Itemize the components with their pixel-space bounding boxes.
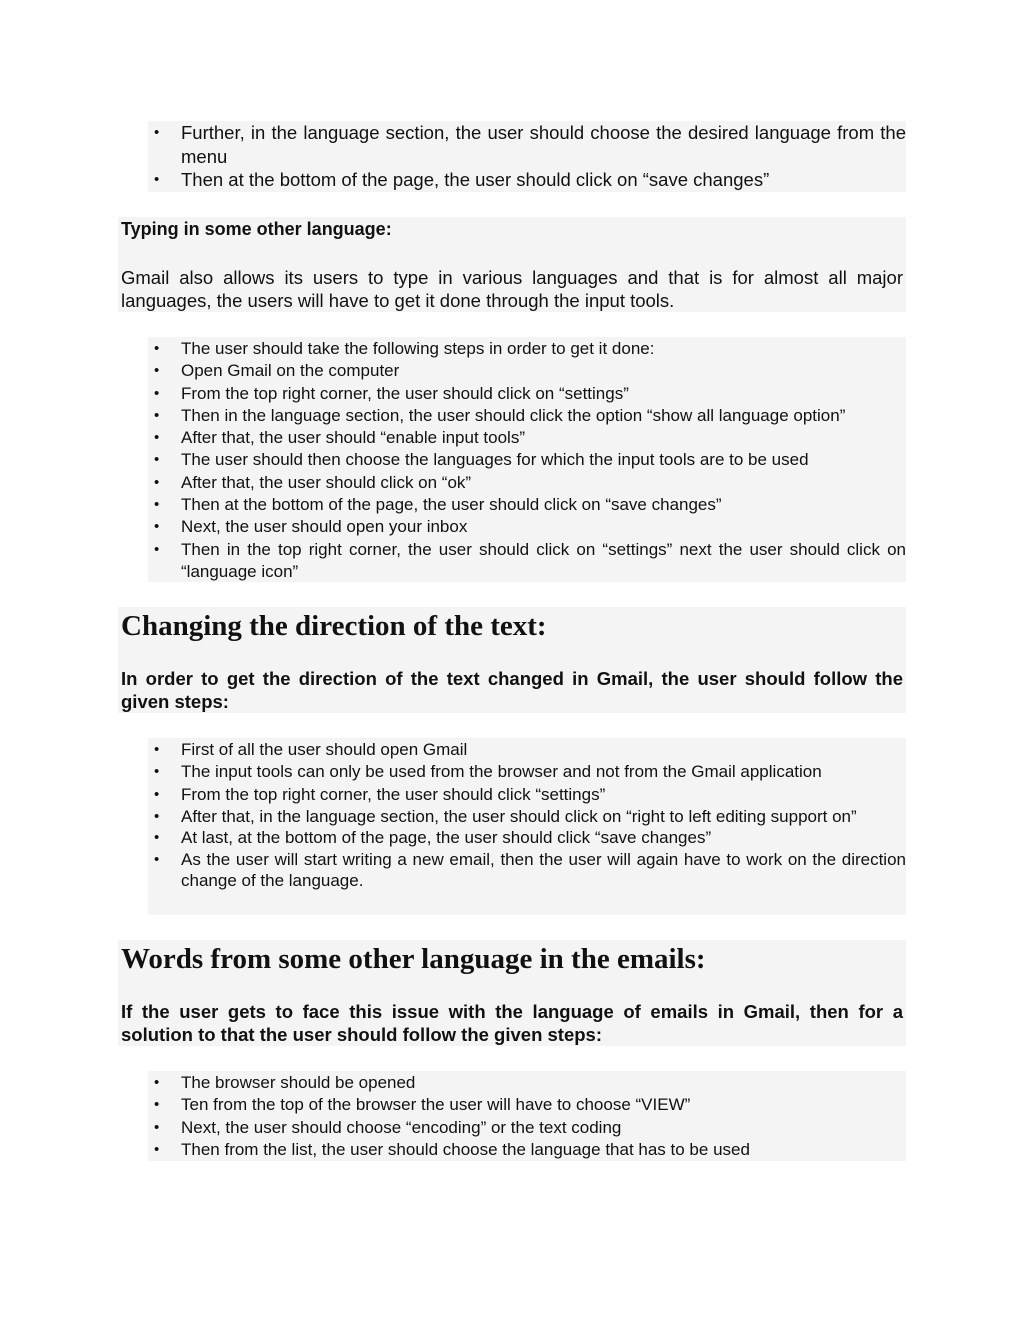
bullet-icon: • [154,496,160,514]
list-item: • The browser should be opened [148,1072,906,1094]
bullet-icon: • [154,1096,160,1114]
section-typing [118,217,906,312]
list-item: • The user should take the following steps in order to get it done: [148,338,906,360]
bullet-icon: • [154,518,160,536]
list-direction-steps [148,738,906,915]
section-direction [118,607,906,713]
bullet-icon: • [154,851,160,869]
section-subheading: If the user gets to face this issue with the language of emails in Gmail, then for a solution to that the user should follow the given steps: [121,1001,903,1045]
bullet-icon: • [154,1074,160,1091]
bullet-icon: • [154,473,160,491]
section-words [118,940,906,1046]
list-language-selection [148,121,906,192]
bullet-icon: • [154,124,160,141]
list-item: • Next, the user should open your inbox [148,516,906,538]
list-item: • Then at the bottom of the page, the user should click on “save changes” [154,169,770,190]
list-item: • Then from the list, the user should choose the language that has to be used [148,1139,906,1161]
bullet-icon: • [154,171,160,188]
bullet-icon: • [154,429,160,447]
bullet-icon: • [154,741,160,758]
list-item: • From the top right corner, the user should click “settings” [148,784,906,806]
bullet-icon: • [154,340,160,357]
bullet-icon: • [154,451,160,469]
list-item: • As the user will start writing a new email, then the user will again have to work on the direction change of the language. [154,850,906,891]
list-item: • From the top right corner, the user should click on “settings” [148,383,906,405]
list-item: • Further, in the language section, the user should choose the desired language from the menu [154,122,906,167]
list-item: • Then in the top right corner, the user should click on “settings” next the user should click on “language icon” [154,539,906,581]
bullet-icon: • [154,828,160,846]
list-encoding-steps [148,1071,906,1161]
bullet-icon: • [154,406,160,424]
list-item: • After that, the user should click on “ok” [148,472,906,494]
list-item: • Then at the bottom of the page, the user should click on “save changes” [148,494,906,516]
section-heading: Changing the direction of the text: [121,610,547,642]
bullet-icon: • [154,540,160,558]
list-item: • First of all the user should open Gmail [148,739,906,761]
list-item: • Open Gmail on the computer [148,360,906,382]
bullet-icon: • [154,1140,160,1158]
list-item: • The input tools can only be used from the browser and not from the Gmail application [148,761,906,783]
section-heading: Words from some other language in the emails: [121,943,706,975]
list-item: • Next, the user should choose “encoding” or the text coding [148,1117,906,1139]
list-input-tools-steps [148,337,906,582]
section-heading: Typing in some other language: [121,219,392,239]
bullet-icon: • [154,807,160,825]
list-item: • After that, in the language section, the user should click on “right to left editing support on” [154,806,857,826]
bullet-icon: • [154,362,160,380]
bullet-icon: • [154,384,160,402]
bullet-icon: • [154,1118,160,1136]
list-item: • The user should then choose the languages for which the input tools are to be used [148,449,906,471]
list-item: • After that, the user should “enable input tools” [148,427,906,449]
list-item: • Ten from the top of the browser the user will have to choose “VIEW” [148,1094,906,1116]
bullet-icon: • [154,785,160,803]
section-subheading: In order to get the direction of the text changed in Gmail, the user should follow the given steps: [121,668,903,712]
section-paragraph: Gmail also allows its users to type in various languages and that is for almost all major languages, the users will have to get it done through the input tools. [121,267,903,311]
list-item: • At last, at the bottom of the page, the user should click “save changes” [148,827,906,849]
bullet-icon: • [154,763,160,781]
list-item: • Then in the language section, the user should click the option “show all language option” [148,405,906,427]
